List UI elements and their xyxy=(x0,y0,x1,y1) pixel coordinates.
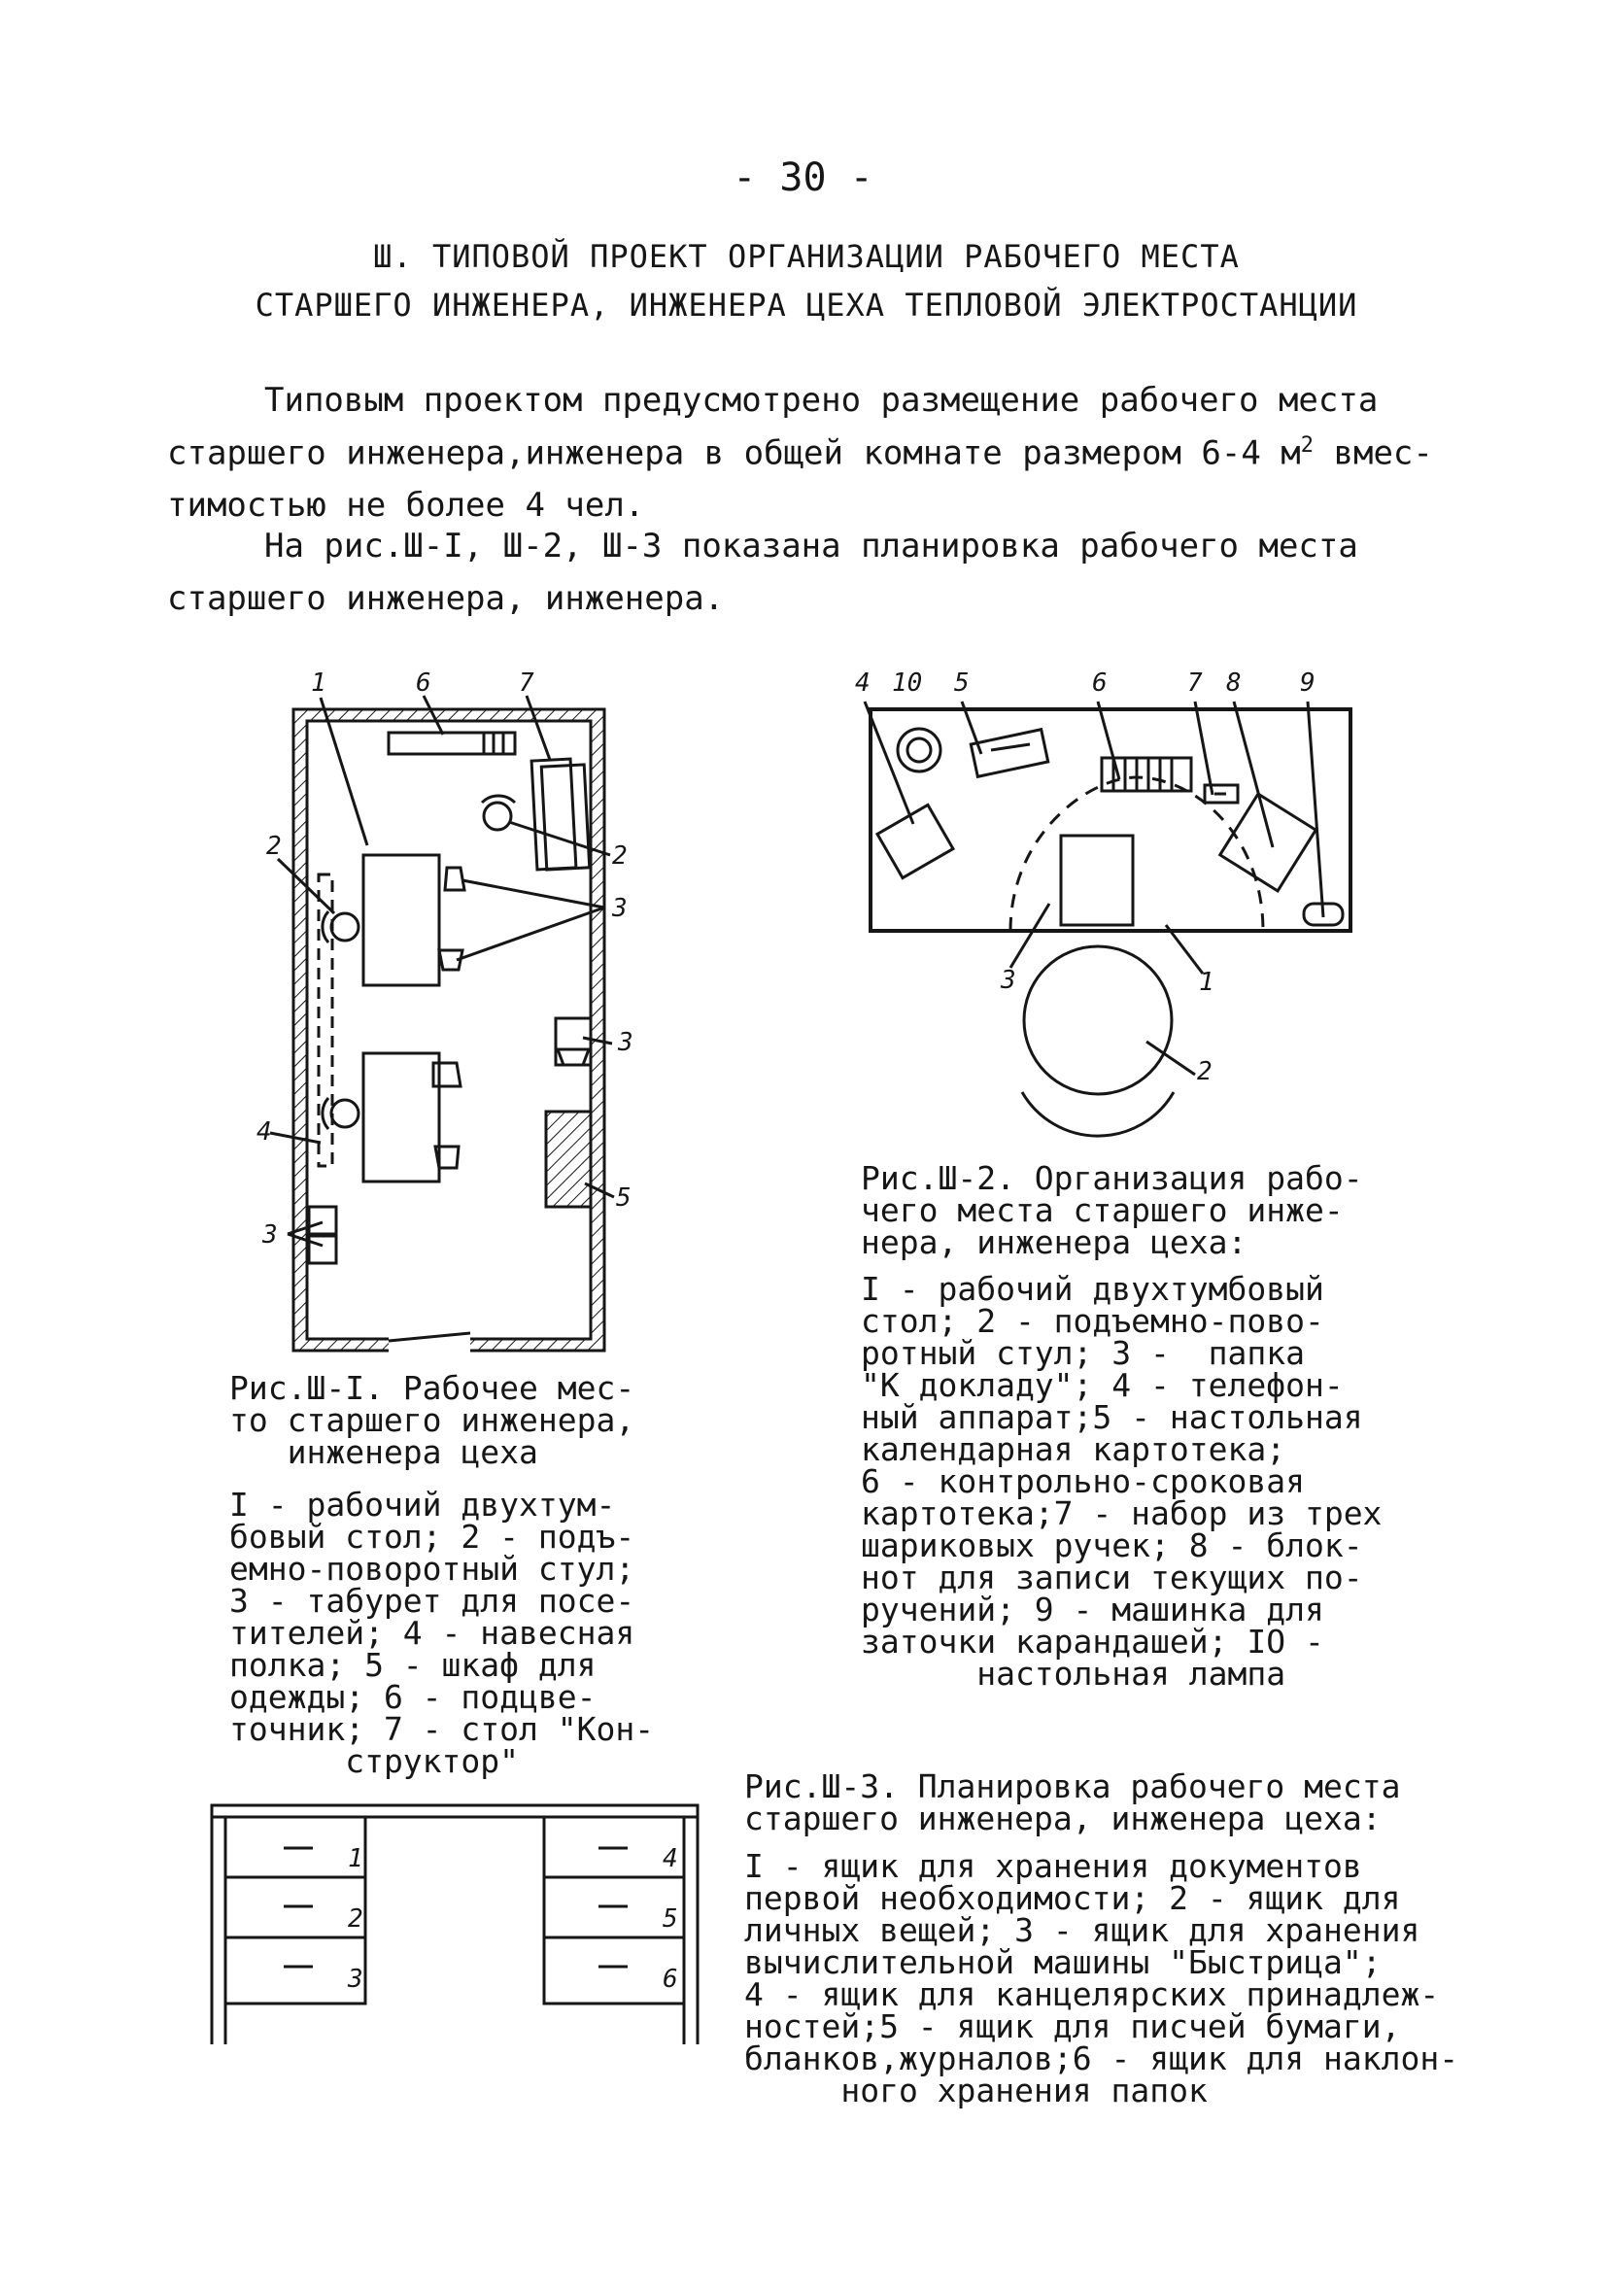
fig1-legend xyxy=(229,1486,655,1780)
fig2-legend-line: 6 - контрольно-сроковая xyxy=(861,1462,1305,1500)
intro-p2-line-2: старшего инженера, инженера. xyxy=(167,579,725,618)
fig3-caption-line: старшего инженера, инженера цеха: xyxy=(744,1799,1382,1837)
fig1-label-7: 7 xyxy=(519,668,534,698)
fig2-workplace xyxy=(865,702,1350,1136)
fig2-label-6: 6 xyxy=(1092,668,1108,698)
fig2-label-10: 10 xyxy=(892,668,923,698)
fig2-legend-line: ротный стул; 3 - папка xyxy=(861,1334,1305,1372)
fig3-legend xyxy=(744,1847,1459,2109)
desk-lamp xyxy=(898,729,940,771)
fig1-legend-line: тителей; 4 - навесная xyxy=(229,1614,635,1652)
fig3-label-3: 3 xyxy=(348,1965,363,1994)
fig2-legend-line: настольная лампа xyxy=(861,1655,1286,1693)
fig2-caption xyxy=(861,1159,1363,1261)
fig1-room-plan xyxy=(270,696,614,1353)
fig1-label-3c: 3 xyxy=(262,1220,278,1250)
desk-frame xyxy=(212,1805,698,1817)
fig3-label-4: 4 xyxy=(663,1844,678,1873)
intro-p1-line-2: старшего инженера,инженера в общей комнате размером 6-4 $м^2$ вмес- xyxy=(167,433,1433,473)
intro-p1-line-3: тимостью не более 4 чел. xyxy=(167,486,645,525)
fig2-legend xyxy=(861,1270,1383,1693)
fig1-legend-line: I - рабочий двухтум- xyxy=(229,1486,616,1524)
fig2-legend-line: заточки карандашей; IO - xyxy=(861,1623,1324,1661)
fig2-label-1: 1 xyxy=(1199,968,1214,997)
fig3-legend-line: первой необходимости; 2 - ящик для xyxy=(744,1879,1401,1917)
swivel-chair xyxy=(1024,946,1172,1094)
fig2-label-9: 9 xyxy=(1300,668,1316,698)
fig2-label-7: 7 xyxy=(1187,668,1203,698)
fig1-label-2a: 2 xyxy=(266,832,282,861)
fig1-legend-line: одежды; 6 - подцве- xyxy=(229,1678,597,1716)
fig1-label-4: 4 xyxy=(256,1117,272,1147)
fig2-legend-line: I - рабочий двухтумбовый xyxy=(861,1270,1324,1308)
fig1-legend-line: емно-поворотный стул; xyxy=(229,1550,635,1588)
fig2-legend-line: шариковых ручек; 8 - блок- xyxy=(861,1526,1363,1564)
fig3-legend-line: ного хранения папок xyxy=(744,2072,1208,2109)
fig1-caption xyxy=(229,1369,635,1471)
fig3-caption-line: Рис.Ш-3. Планировка рабочего места xyxy=(744,1767,1401,1805)
fig2-legend-line: ручений; 9 - машинка для xyxy=(861,1591,1324,1628)
fig1-label-3b: 3 xyxy=(618,1028,633,1057)
fig2-legend-line: календарная картотека; xyxy=(861,1430,1286,1468)
fig3-desk-elevation xyxy=(212,1805,698,2044)
fig1-label-2b: 2 xyxy=(612,841,628,871)
fig2-legend-line: ный аппарат;5 - настольная xyxy=(861,1398,1363,1436)
fig1-label-6: 6 xyxy=(416,668,431,698)
fig3-label-5: 5 xyxy=(663,1904,678,1934)
fig2-legend-line: картотека;7 - набор из трех xyxy=(861,1494,1383,1532)
fig2-caption-line: нера, инженера цеха: xyxy=(861,1223,1247,1261)
fig3-caption xyxy=(744,1767,1401,1837)
section-heading-line-1: Ш. ТИПОВОЙ ПРОЕКТ ОРГАНИЗАЦИИ РАБОЧЕГО МЕСТА xyxy=(373,238,1240,275)
fig3-legend-line: вычислительной машины "Быстрица"; xyxy=(744,1943,1382,1981)
fig3-label-2: 2 xyxy=(348,1904,363,1934)
fig1-caption-line: то старшего инженера, xyxy=(229,1401,635,1439)
wardrobe xyxy=(546,1112,591,1207)
fig1-legend-line: точник; 7 - стол "Кон- xyxy=(229,1710,655,1748)
fig1-legend-line: полка; 5 - шкаф для xyxy=(229,1646,597,1684)
fig2-label-2: 2 xyxy=(1197,1057,1213,1086)
fig2-label-4: 4 xyxy=(855,668,871,698)
fig2-legend-line: "К докладу"; 4 - телефон- xyxy=(861,1366,1344,1404)
fig1-label-3a: 3 xyxy=(612,894,628,923)
fig2-legend-line: стол; 2 - подъемно-пово- xyxy=(861,1302,1324,1340)
intro-p1-line-1: Типовым проектом предусмотрено размещение рабочего места xyxy=(264,381,1379,420)
fig3-legend-line: I - ящик для хранения документов xyxy=(744,1847,1362,1885)
superscript-2: 2 xyxy=(1300,433,1315,458)
page-number: - 30 - xyxy=(733,155,873,200)
fig1-caption-line: Рис.Ш-I. Рабочее мес- xyxy=(229,1369,635,1407)
folder xyxy=(1061,836,1133,925)
fig2-legend-line: нот для записи текущих по- xyxy=(861,1559,1363,1596)
fig1-legend-line: структор" xyxy=(229,1742,520,1780)
fig1-legend-line: 3 - табурет для посе- xyxy=(229,1582,635,1620)
fig2-caption-line: чего места старшего инже- xyxy=(861,1191,1344,1229)
fig2-label-5: 5 xyxy=(954,668,970,698)
section-heading-line-2: СТАРШЕГО ИНЖЕНЕРА, ИНЖЕНЕРА ЦЕХА ТЕПЛОВОЙ ЭЛЕКТРОСТАНЦИИ xyxy=(255,287,1358,324)
fig3-legend-line: личных вещей; 3 - ящик для хранения xyxy=(744,1911,1420,1949)
fig1-caption-line: инженера цеха xyxy=(229,1433,538,1471)
fig1-label-5: 5 xyxy=(616,1183,632,1213)
fig3-legend-line: 4 - ящик для канцелярских принадлеж- xyxy=(744,1975,1440,2013)
fig3-label-6: 6 xyxy=(663,1965,678,1994)
fig2-label-3: 3 xyxy=(1001,966,1016,995)
intro-p2-line-1: На рис.Ш-I, Ш-2, Ш-3 показана планировка рабочего места xyxy=(264,527,1358,565)
fig1-legend-line: бовый стол; 2 - подъ- xyxy=(229,1518,635,1556)
fig3-label-1: 1 xyxy=(348,1844,363,1873)
fig2-label-8: 8 xyxy=(1226,668,1242,698)
telephone xyxy=(877,805,953,877)
fig3-legend-line: бланков,журналов;6 - ящик для наклон- xyxy=(744,2039,1459,2077)
fig3-legend-line: ностей;5 - ящик для писчей бумаги, xyxy=(744,2007,1401,2045)
fig1-label-1: 1 xyxy=(311,668,326,698)
notepad xyxy=(1220,794,1316,891)
fig2-caption-line: Рис.Ш-2. Организация рабо- xyxy=(861,1159,1363,1197)
